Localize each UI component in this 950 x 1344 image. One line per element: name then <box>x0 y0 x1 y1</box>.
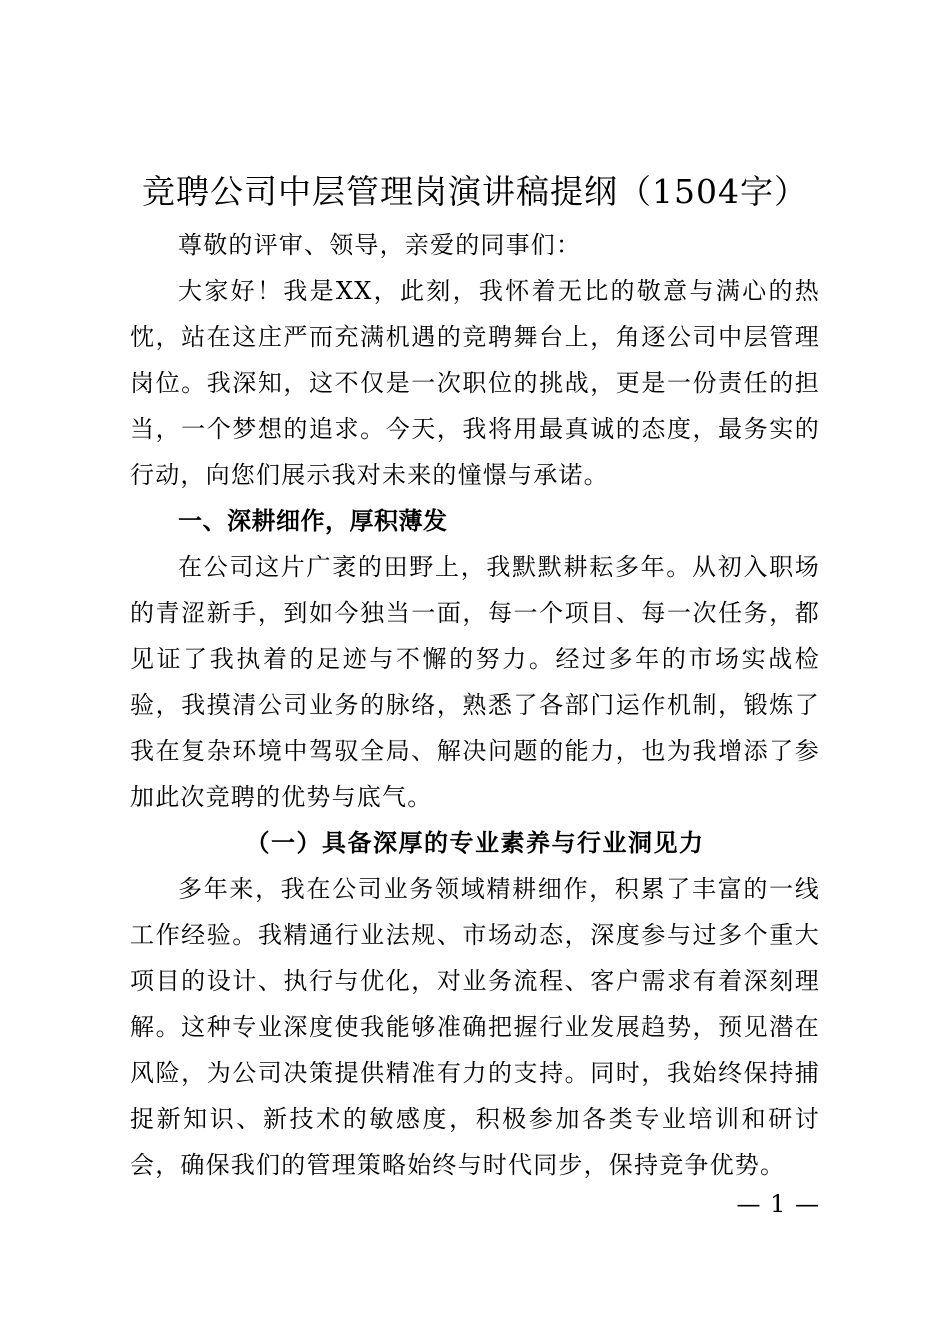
section-1-paragraph: 在公司这片广袤的田野上，我默默耕耘多年。从初入职场的青涩新手，到如今独当一面，每一个项目、每一次任务，都见证了我执着的足迹与不懈的努力。经过多年的市场实战检验，我摸清公司业务的脉络，熟悉了各部门运作机制，锻炼了我在复杂环境中驾驭全局、解决问题的能力，也为我增添了参加此次竞聘的优势与底气。 <box>130 553 820 811</box>
subsection-heading-1: （一）具备深厚的专业素养与行业洞见力 <box>245 828 705 857</box>
subsection-1-paragraph: 多年来，我在公司业务领域精耕细作，积累了丰富的一线工作经验。我精通行业法规、市场动态，深度参与过多个重大项目的设计、执行与优化，对业务流程、客户需求有着深刻理解。这种专业深度使我能够准确把握行业发展趋势，预见潜在风险，为公司决策提供精准有力的支持。同时，我始终保持捕捉新知识、新技术的敏感度，积极参加各类专业培训和研讨会，确保我们的管理策略始终与时代同步，保持竞争优势。 <box>130 875 820 1179</box>
page-number: — 1 — <box>736 1190 820 1218</box>
greeting-line: 尊敬的评审、领导，亲爱的同事们： <box>178 231 582 259</box>
document-title: 竞聘公司中层管理岗演讲稿提纲（1504字） <box>142 172 808 211</box>
section-heading-1: 一、深耕细作，厚积薄发 <box>178 507 448 535</box>
opening-paragraph: 大家好！我是XX，此刻，我怀着无比的敬意与满心的热忱，站在这庄严而充满机遇的竞聘舞台上，角逐公司中层管理岗位。我深知，这不仅是一次职位的挑战，更是一份责任的担当，一个梦想的追求。今天，我将用最真诚的态度，最务实的行动，向您们展示我对未来的憧憬与承诺。 <box>130 277 820 489</box>
